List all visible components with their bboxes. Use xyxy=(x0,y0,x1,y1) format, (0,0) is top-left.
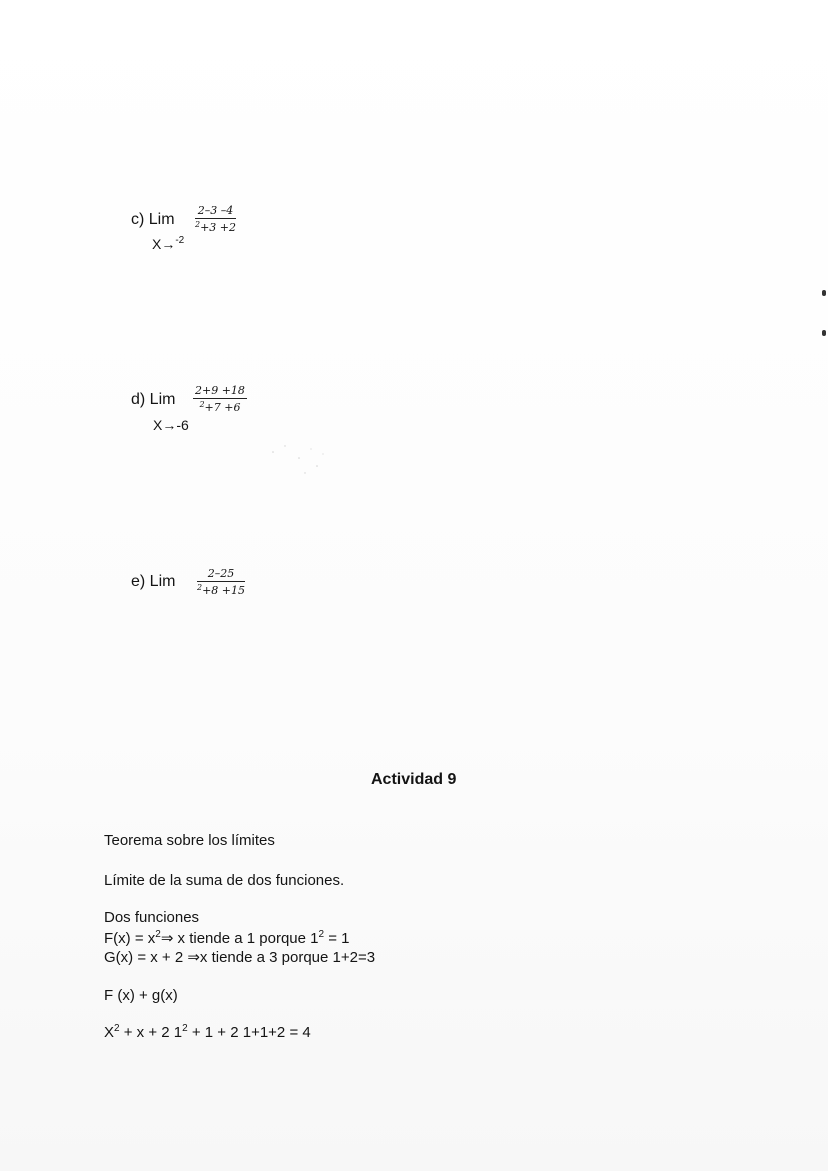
activity-heading: Actividad 9 xyxy=(371,771,457,788)
limit-d-approach xyxy=(153,416,189,433)
result-exponent-2: 2 xyxy=(182,1023,188,1034)
limit-e-fraction xyxy=(197,567,245,597)
scan-speckle xyxy=(265,440,335,480)
limit-c-fraction xyxy=(195,204,236,234)
limit-d-den-terms: +7 +6 xyxy=(204,401,241,414)
result-exponent: 2 xyxy=(114,1023,120,1034)
limit-c-label: c) Lim xyxy=(131,211,175,228)
limit-e-den-exponent: 2 xyxy=(197,583,203,592)
two-functions-label: Dos funciones xyxy=(104,909,200,926)
limit-c-approach xyxy=(152,235,184,252)
limit-d-label: d) Lim xyxy=(131,391,176,408)
f-line-end: = 1 xyxy=(324,930,350,947)
limit-d-fraction xyxy=(193,384,247,414)
theorem-title: Teorema sobre los límites xyxy=(104,832,275,849)
f-line-exponent: 2 xyxy=(155,929,161,940)
f-line-rest: ⇒ x tiende a 1 porque 1 xyxy=(160,930,319,947)
limit-d-den-exponent: 2 xyxy=(199,400,205,409)
f-function-line xyxy=(104,929,350,947)
limit-d-approach-text: X→-6 xyxy=(153,417,189,433)
limit-e-den-terms: +8 +15 xyxy=(202,584,246,597)
scan-edge-mark xyxy=(822,330,826,336)
limit-e-denominator xyxy=(197,582,245,597)
g-function-line: G(x) = x + 2 ⇒x tiende a 3 porque 1+2=3 xyxy=(104,949,376,966)
sum-expression: F (x) + g(x) xyxy=(104,987,178,1004)
limit-c-denominator xyxy=(195,219,236,234)
result-expression xyxy=(104,1023,311,1041)
limit-e-label: e) Lim xyxy=(131,573,176,590)
result-mid: + x + 2 1 xyxy=(119,1024,183,1041)
f-line-exponent-2: 2 xyxy=(318,929,325,940)
result-end: + 1 + 2 1+1+2 = 4 xyxy=(187,1024,311,1041)
scan-edge-mark xyxy=(822,290,826,296)
limit-d-numerator: 2+9 +18 xyxy=(195,384,245,397)
limit-c-den-exponent: 2 xyxy=(195,220,201,229)
f-line-start: F(x) = x xyxy=(104,930,156,947)
limit-c-numerator: 2–3 –4 xyxy=(195,204,236,219)
sum-limit-subtitle: Límite de la suma de dos funciones. xyxy=(104,872,345,889)
limit-c-approach-value: -2 xyxy=(175,235,185,246)
limit-d-denominator xyxy=(193,399,247,414)
limit-c-approach-text: X→ xyxy=(152,236,176,252)
limit-c-den-terms: +3 +2 xyxy=(200,221,237,234)
result-start: X xyxy=(104,1024,115,1041)
limit-e-numerator: 2–25 xyxy=(197,567,245,582)
